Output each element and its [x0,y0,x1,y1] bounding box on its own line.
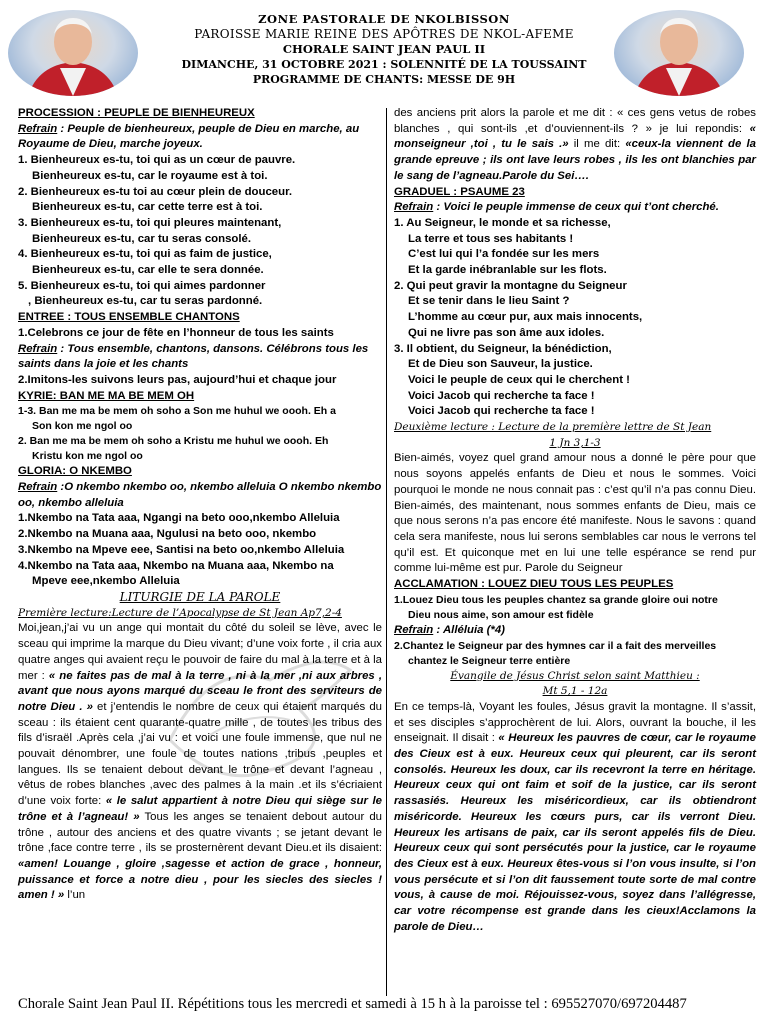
entree-verse-1: 1.Celebrons ce jour de fête en l’honneur de tous les saints [18,326,334,339]
gospel-text [394,700,756,936]
kyrie-title: KYRIE: BAN ME MA BE MEM OH [18,389,195,402]
footer-note: Chorale Saint Jean Paul II. Répétitions tous les mercredi et samedi à 15 h à la paroisse tel : 695527070/697204487 [18,996,687,1012]
acclamation-verse: 1.Louez Dieu tous les peuples chantez sa grande gloire oui notre [394,593,718,606]
reading-quote: «ceux-la viennent de la grande epreuve ; ils ont lave leurs robes , ils les ont blanchies par le sang de l’agneau.Parole du Sei…. [394,138,756,182]
column-divider [386,108,387,996]
reading-quote: « monseigneur ,toi , tu le sais .» [394,122,756,151]
reading-text: Moi,jean,j’ai vu un ange qui montait du côté du soleil se lève, avec le sceau qui imprime la marque du Dieu vivant; d’une voix forte , il cria aux quatre anges qui avaient reçu le pouvoir de faire du mal à la terre et à la mer : [18,622,382,682]
reading-quote: « ne faites pas de mal à la terre , ni à la mer ,ni aux arbres , avant que nous ayons marqué du sceau le front des serviteurs de notre Dieu . » [18,669,382,713]
first-reading-text [18,621,382,904]
second-reading-text: Bien-aimés, voyez quel grand amour nous a donné le père pour que nous soyons appelés enfants de Dieu et nous le sommes. Voici pourquoi le monde ne nous connait pas : c’est qu’il n’a pas connu Dieu. Bien-aimés, des maintenant, nous sommes enfants de Dieu, mais ce que nous serons n’a pas encore été manifeste. Nous le savons : quand cela sera manifeste, nous lui serons semblables car nous le verrons tel qu’il est. Et quiconque met en lui une telle espérance se rend pur comme lui-même est pur. Parole du Seigneur [394,452,756,575]
procession-line: 2. Bienheureux es-tu toi au cœur plein de douceur. [18,185,293,198]
pope-portrait-right [614,10,744,96]
psalm-line: Qui ne livre pas son âme aux idoles. [408,326,605,339]
acclamation-refrain [394,623,756,639]
reading-text: En ce temps-là, Voyant les foules, Jésus gravit la montagne. Il s’assit, et ses disciples s’approchèrent de lui. Alors, ouvrant la bouche, il les enseignait. Il disait : [394,700,756,745]
kyrie-verse: 2. Ban me ma be mem oh soho a Kristu me huhul we oooh. Eh [18,435,329,448]
entree-verse-2: 2.Imitons-les suivons leurs pas, aujourd’hui et chaque jour [18,373,337,386]
procession-refrain [18,122,382,153]
entree-refrain [18,342,382,373]
procession-line: , Bienheureux es-tu, car tu seras pardonné. [28,295,263,308]
psalm-line: Voici Jacob qui recherche ta face ! [408,405,595,418]
program-title: PROGRAMME DE CHANTS: MESSE DE 9H [252,73,516,86]
first-reading-continued [394,106,756,185]
psalm-line: Et se tenir dans le lieu Saint ? [408,295,570,308]
psalm-line: 1. Au Seigneur, le monde et sa richesse, [394,216,611,229]
psalm-line: 2. Qui peut gravir la montagne du Seigneur [394,279,627,292]
procession-line: Bienheureux es-tu, car elle te sera donnée. [32,264,264,277]
kyrie-verse: Son kon me ngol oo [32,420,133,433]
right-column [394,106,756,935]
refrain-label: Refrain [18,481,58,494]
first-reading-title: Première lecture:Lecture de l’Apocalypse de St Jean Ap7,2-4 [18,606,342,619]
graduel-refrain [394,200,756,216]
reading-text: Tous les anges se tenaient debout autour du trône , autour des anciens et des quatre vivants ; se jetant devant le trône ,face contre terre , ils se prosternèrent devant Dieu.et ils disaient: [18,810,382,855]
psalm-line: C’est lui qui l’a fondée sur les mers [408,248,600,261]
procession-line: Bienheureux es-tu, car cette terre est à toi. [32,201,263,214]
parish-title: PAROISSE MARIE REINE DES APÔTRES DE NKOL-AFEME [194,27,574,41]
procession-line: 3. Bienheureux es-tu, toi qui pleures maintenant, [18,216,282,229]
reading-quote: « le salut appartient à notre Dieu qui siège sur le trône et à l’agneau! » [18,795,383,823]
procession-line: Bienheureux es-tu, car le royaume est à toi. [32,169,268,182]
gloria-title: GLORIA: O NKEMBO [18,465,132,478]
procession-line: Bienheureux es-tu, car tu seras consolé. [32,232,252,245]
gloria-line: 4.Nkembo na Tata aaa, Nkembo na Muana aaa, Nkembo na [18,559,334,572]
pope-portrait-left [8,10,138,96]
psalm-line: 3. Il obtient, du Seigneur, la bénédiction, [394,342,612,355]
reading-quote: «amen! Louange , gloire ,sagesse et action de grace , honneur, puissance et force a notre dieu , pour les siecles des siecles ! amen ! » [18,857,382,902]
refrain-text: :O nkembo nkembo oo, nkembo alleluia O nkembo nkembo oo, nkembo alleluia [18,481,382,509]
psalm-line: La terre et tous ses habitants ! [408,232,574,245]
psalm-line: L’homme au cœur pur, aux mais innocents, [408,311,643,324]
refrain-label: Refrain [18,342,58,355]
header [0,0,768,112]
refrain-text: : Alléluia (*4) [433,623,505,636]
procession-title: PROCESSION : PEUPLE DE BIENHEUREUX [18,107,255,119]
acclamation-title: ACCLAMATION : LOUEZ DIEU TOUS LES PEUPLES [394,578,674,591]
second-reading-title: Deuxième lecture : Lecture de la première lettre de St Jean [394,421,712,434]
graduel-title: GRADUEL : PSAUME 23 [394,185,525,198]
gloria-line: 3.Nkembo na Mpeve eee, Santisi na beto oo,nkembo Alleluia [18,543,345,556]
liturgie-title: LITURGIE DE LA PAROLE [119,589,281,604]
refrain-text: : Peuple de bienheureux, peuple de Dieu en marche, au Royaume de Dieu, marche joyeux. [18,122,360,151]
psalm-line: Et de Dieu son Sauveur, la justice. [408,358,593,371]
refrain-text: : Voici le peuple immense de ceux qui t’ont cherché. [433,201,719,214]
acclamation-verse: Dieu nous aime, son amour est fidèle [408,608,594,621]
kyrie-verse: Kristu kon me ngol oo [32,450,143,463]
header-text [140,12,628,87]
date-line: DIMANCHE, 31 OCTOBRE 2021 : SOLENNITÉ DE LA TOUSSAINT [181,58,587,71]
gloria-line: Mpeve eee,nkembo Alleluia [32,575,180,588]
second-reading-ref: 1 Jn 3,1-3 [549,436,601,449]
reading-text: l’un [64,889,86,902]
psalm-line: Et la garde inébranlable sur les flots. [408,264,607,277]
choir-title: CHORALE SAINT JEAN PAUL II [282,42,486,56]
refrain-text: : Tous ensemble, chantons, dansons. Célébrons tous les saints dans la joie et les chants [18,342,369,371]
reading-text: et j’entendis le nombre de ceux qui étaient marqués du sceau : ils étaient cent quarante-quatre mille , de toutes les tribus des fils d’israël .Après cela ,j’ai vu : et voici une foule immense, que nul ne pouvait dénombrer, une foule de toutes nations ,tribus ,peuples et langues. Ils se tenaient debout devant le trône et devant l’agneau , vêtus de robes blanches ,avec des palmes à la main .et ils s’écriaient d’une voix forte: [18,700,382,808]
refrain-label: Refrain [394,623,434,636]
reading-text: il me dit: [568,138,626,151]
psalm-line: Voici Jacob qui recherche ta face ! [408,389,595,402]
acclamation-verse: chantez le Seigneur terre entière [408,654,571,667]
gospel-ref: Mt 5,1 - 12a [542,685,608,698]
gospel-title: Évangile de Jésus Christ selon saint Matthieu : [450,669,700,682]
zone-title: ZONE PASTORALE DE NKOLBISSON [258,12,510,26]
acclamation-verse: 2.Chantez le Seigneur par des hymnes car il a fait des merveilles [394,639,717,652]
refrain-label: Refrain [394,201,434,214]
psalm-line: Voici le peuple de ceux qui le cherchent ! [408,373,630,386]
kyrie-verse: 1-3. Ban me ma be mem oh soho a Son me huhul we oooh. Eh a [18,405,336,418]
procession-line: 5. Bienheureux es-tu, toi qui aimes pardonner [18,279,266,292]
gloria-refrain [18,480,382,511]
gloria-line: 1.Nkembo na Tata aaa, Ngangi na beto ooo,nkembo Alleluia [18,512,340,525]
reading-quote: « Heureux les pauvres de cœur, car le royaume des Cieux est à eux. Heureux ceux qui pleurent, car ils seront consolés. Heureux les doux, car ils recevront la terre en héritage. Heureux ceux qui ont faim et soif de la justice, car ils seront rassasiés. Heureux les miséricordieux, car ils obtiendront miséricorde. Heureux les cœurs purs, car ils verront Dieu. Heureux les artisans de paix, car ils seront appelés fils de Dieu. Heureux ceux qui sont persécutés pour la justice, car le royaume des Cieux est à eux. Heureux êtes-vous si l’on vous insulte, si l’on vous persécute et si l’on dit faussement toute sorte de mal contre vous, à cause de moi. Réjouissez-vous, soyez dans l’allégresse, car votre récompense est grande dans les cieux!Acclamons la parole de Dieu… [394,732,756,933]
entree-title: ENTREE : TOUS ENSEMBLE CHANTONS [18,311,240,324]
refrain-label: Refrain [18,122,58,135]
gloria-line: 2.Nkembo na Muana aaa, Ngulusi na beto ooo, nkembo [18,528,317,541]
procession-line: 1. Bienheureux es-tu, toi qui as un cœur de pauvre. [18,154,296,167]
reading-text: des anciens prit alors la parole et me dit : « ces gens vetus de robes blanches , qui sont-ils ,et d’ouviennent-ils ? » je lui repondis: [394,107,756,135]
procession-line: 4. Bienheureux es-tu, toi qui as faim de justice, [18,248,272,261]
left-column [18,106,382,904]
